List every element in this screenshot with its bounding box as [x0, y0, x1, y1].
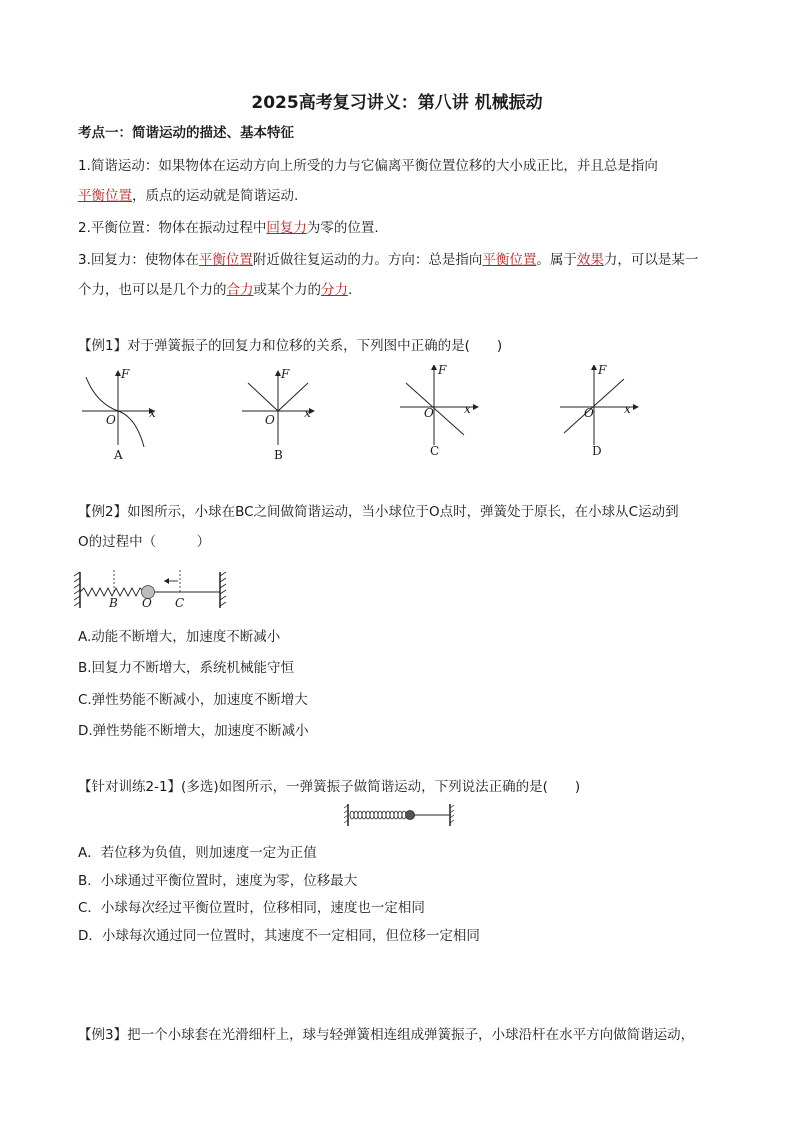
- keyword-component: 分力: [321, 282, 348, 298]
- training-question: 【针对训练2-1】(多选)如图所示，一弹簧振子做简谐运动，下列说法正确的是( ): [78, 779, 581, 795]
- keyword-resultant: 合力: [226, 282, 254, 298]
- fig-label-c: C: [175, 596, 185, 610]
- fig-label-o: O: [142, 596, 152, 610]
- definition-3-line-2: [78, 280, 352, 300]
- def3-line2-mid: 或某个力的: [253, 282, 321, 298]
- section-heading: 考点一：简谐运动的描述、基本特征: [78, 125, 294, 141]
- example-2-option-d: D.弹性势能不断增大，加速度不断减小: [78, 723, 309, 739]
- training-option-d: D．小球每次通过同一位置时，其速度不一定相同，但位移一定相同: [78, 928, 480, 944]
- keyword-equilibrium-2: 平衡位置: [198, 252, 253, 268]
- def3-mid2: 。属于: [536, 252, 577, 268]
- graph-a: [82, 371, 154, 447]
- graph-a-x-label: x: [149, 406, 156, 420]
- graph-d-origin: O: [584, 406, 594, 420]
- def3-line2-post: .: [348, 282, 353, 298]
- graph-b-label: B: [274, 448, 283, 462]
- keyword-equilibrium-3: 平衡位置: [482, 252, 537, 268]
- def3-post: 力，可以是某一: [603, 252, 699, 268]
- graph-c-f-label: F: [438, 363, 447, 377]
- fig-label-b: B: [109, 596, 118, 610]
- def3-line2-pre: 个力，也可以是几个力的: [78, 282, 227, 298]
- example-2-option-b: B.回复力不断增大，系统机械能守恒: [78, 660, 295, 676]
- graph-c-x-label: x: [464, 402, 471, 416]
- training-spring-figure: [344, 802, 456, 828]
- graph-a-f-label: F: [121, 367, 130, 381]
- example-1-graphs: [78, 365, 668, 465]
- example-2-option-a: A.动能不断增大，加速度不断减小: [78, 629, 281, 645]
- page-title: 2025高考复习讲义：第八讲 机械振动: [251, 93, 543, 113]
- definition-2-pre: 2.平衡位置：物体在振动过程中: [78, 220, 267, 236]
- keyword-effect: 效果: [576, 252, 604, 268]
- training-option-a: A．若位移为负值，则加速度一定为正值: [78, 845, 317, 861]
- definition-2-post: 为零的位置.: [306, 220, 379, 236]
- training-option-c: C．小球每次经过平衡位置时，位移相同，速度也一定相同: [78, 900, 425, 916]
- training-option-b: B．小球通过平衡位置时，速度为零，位移最大: [78, 873, 358, 889]
- graph-b-x-label: x: [304, 406, 311, 420]
- def3-mid1: 附近做往复运动的力。方向：总是指向: [252, 252, 483, 268]
- graph-a-label: A: [114, 448, 123, 462]
- example-2-option-c: C.弹性势能不断减小，加速度不断增大: [78, 692, 308, 708]
- def3-pre: 3.回复力：使物体在: [78, 252, 199, 268]
- graph-d-f-label: F: [598, 363, 607, 377]
- graph-c-label: C: [430, 444, 440, 458]
- spring-ball-figure: [74, 566, 234, 612]
- definition-2: [78, 218, 379, 238]
- graph-d-label: D: [592, 444, 602, 458]
- example-2-question-line-1: 【例2】如图所示，小球在BC之间做简谐运动，当小球位于O点时，弹簧处于原长，在小球从C运动到: [78, 504, 679, 520]
- graph-a-origin: O: [106, 413, 116, 427]
- graph-b-origin: O: [265, 413, 275, 427]
- graph-b-f-label: F: [281, 367, 290, 381]
- example-3-question: 【例3】把一个小球套在光滑细杆上，球与轻弹簧相连组成弹簧振子，小球沿杆在水平方向做简谐运动，: [78, 1027, 695, 1043]
- example-2-question-line-2: O的过程中（ ）: [78, 534, 211, 550]
- keyword-equilibrium: 平衡位置: [78, 188, 132, 204]
- definition-1-line-1: 1.简谐运动：如果物体在运动方向上所受的力与它偏离平衡位置位移的大小成正比，并且总是指向: [78, 158, 658, 174]
- graph-c-origin: O: [424, 406, 434, 420]
- example-1-question: 【例1】对于弹簧振子的回复力和位移的关系，下列图中正确的是( ): [78, 338, 503, 354]
- definition-3-line-1: [78, 250, 698, 270]
- definition-1-rest: ，质点的运动就是简谐运动.: [132, 188, 299, 204]
- definition-1-line-2: [78, 186, 298, 206]
- graph-d-x-label: x: [624, 402, 631, 416]
- keyword-restoring-force: 回复力: [266, 220, 307, 236]
